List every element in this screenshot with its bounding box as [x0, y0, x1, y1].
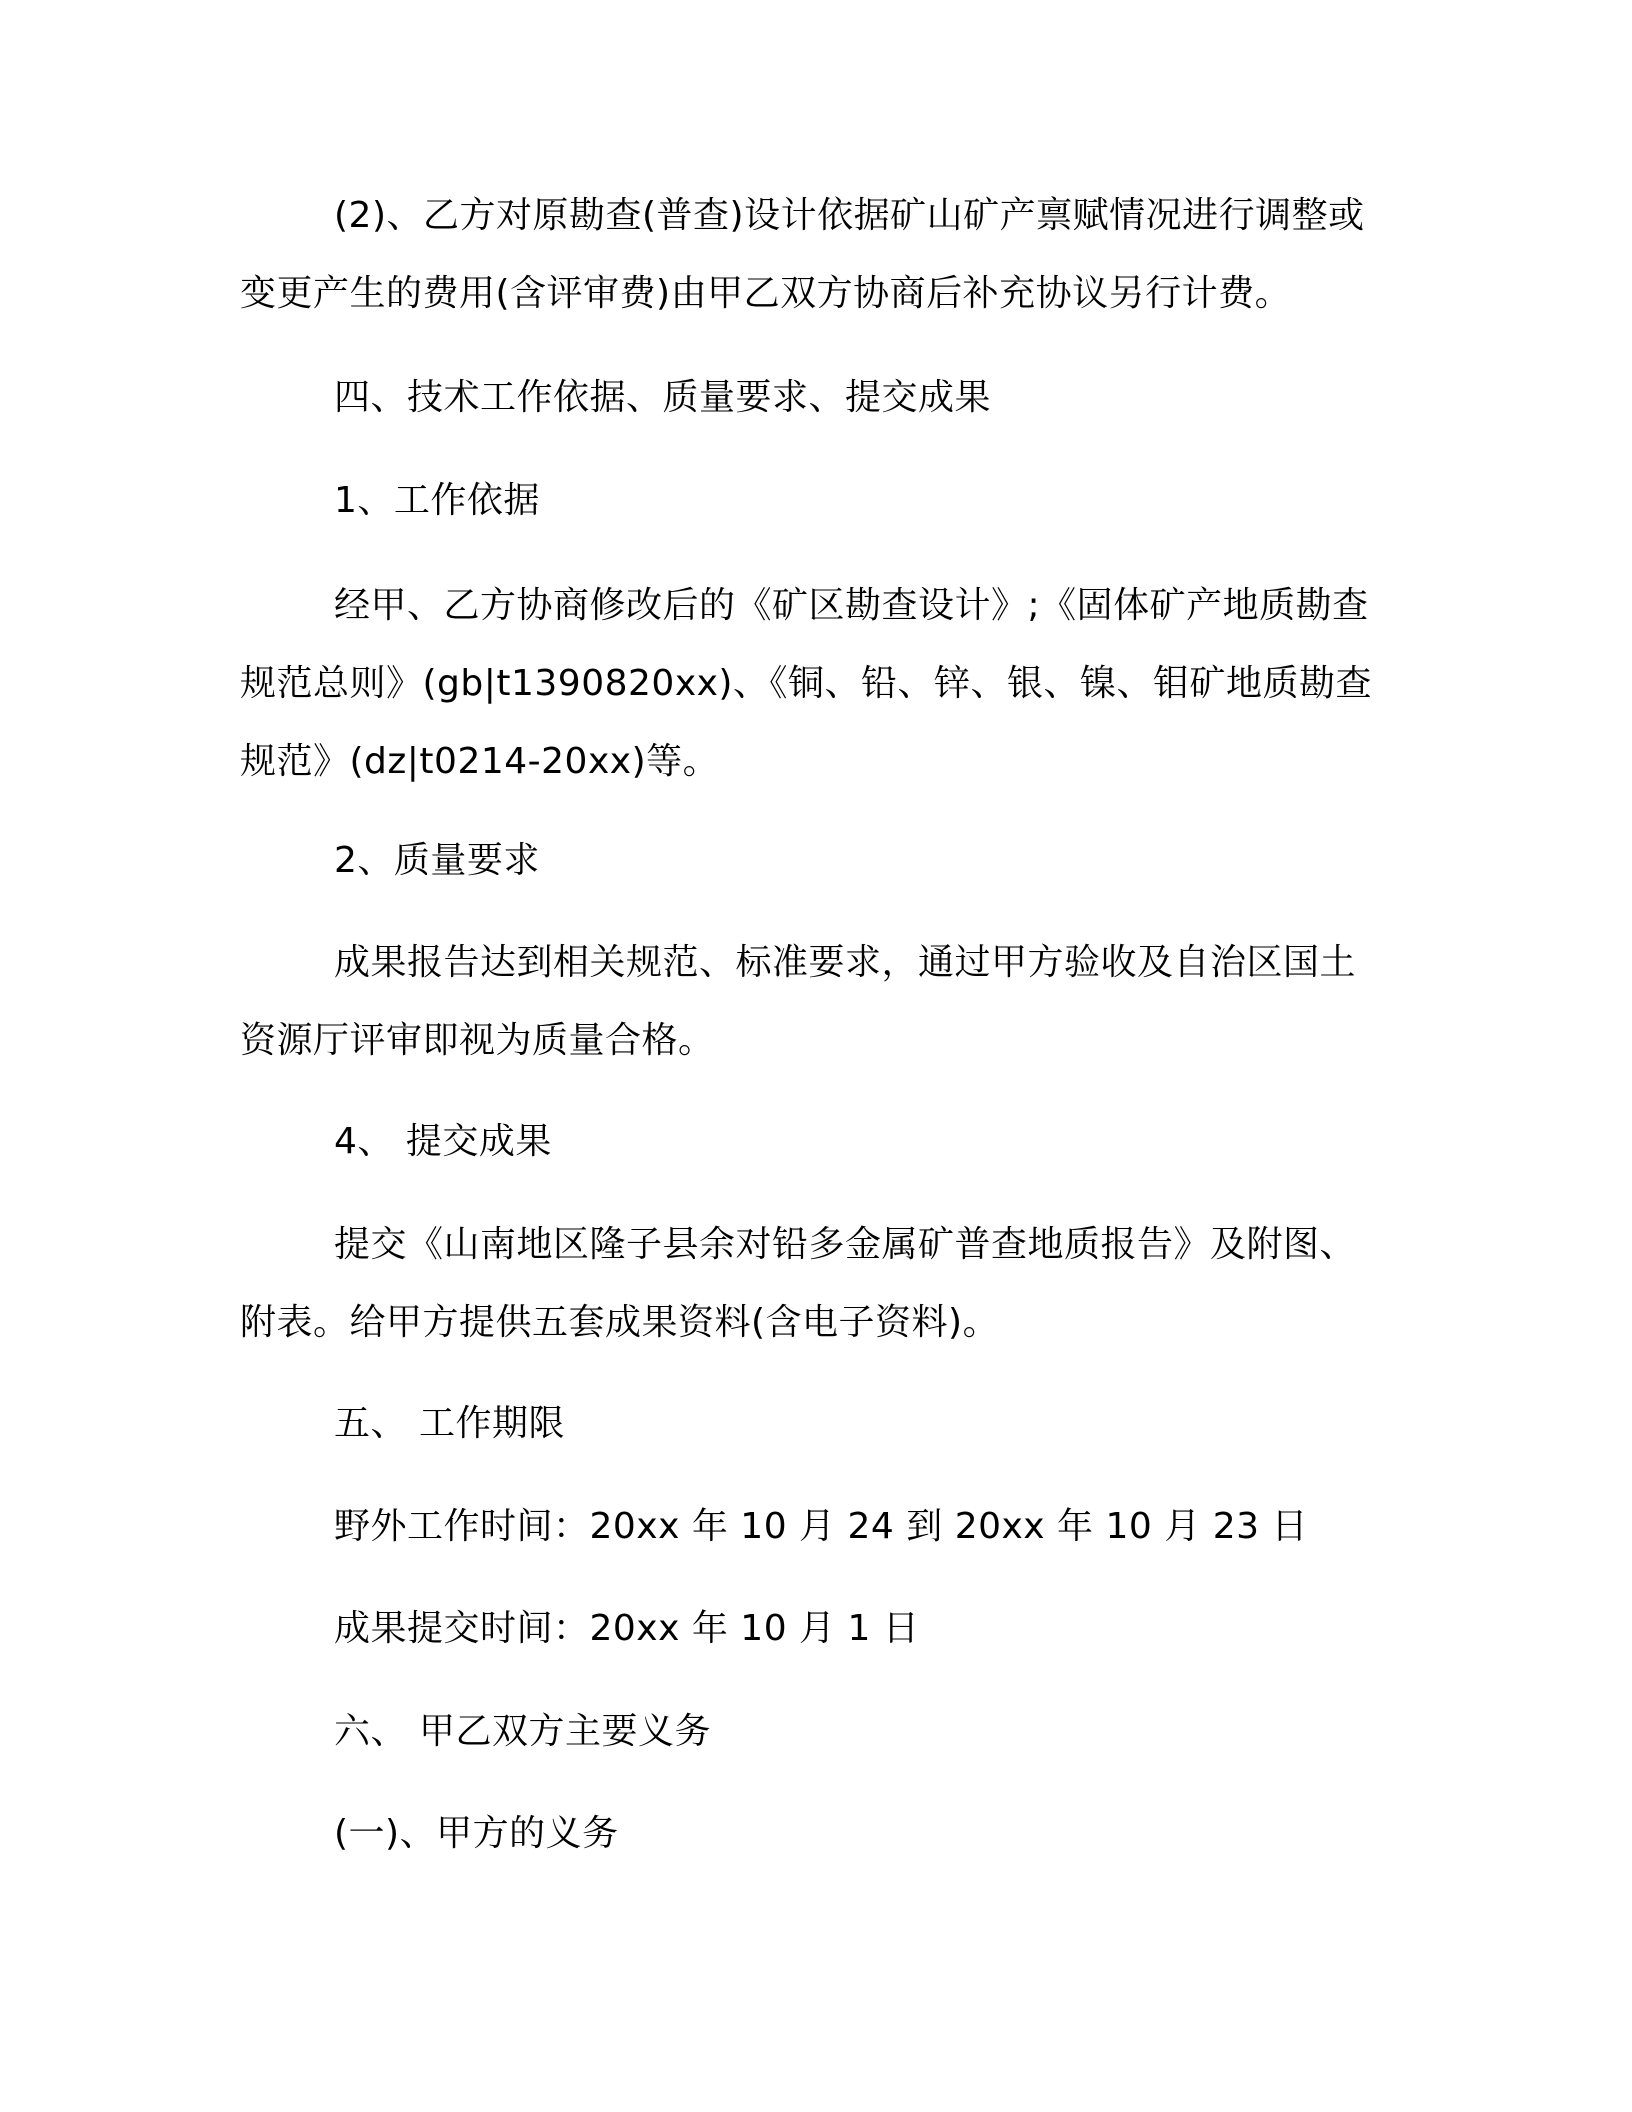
subheading-submit-results: 4、 提交成果 — [334, 1121, 552, 1162]
section-heading-obligations: 六、 甲乙双方主要义务 — [334, 1711, 711, 1752]
paragraph-field-work-time: 野外工作时间：20xx 年 10 月 24 到 20xx 年 10 月 23 日 — [334, 1506, 1308, 1547]
section-heading-technical-basis: 四、技术工作依据、质量要求、提交成果 — [334, 377, 992, 418]
subheading-quality-requirements: 2、质量要求 — [334, 840, 540, 881]
paragraph-cost-adjustment: (2)、乙方对原勘查(普查)设计依据矿山矿产禀赋情况进行调整或变更产生的费用(含评审费)由甲乙双方协商后补充协议另行计费。 — [240, 195, 1365, 314]
subheading-party-a-obligations: (一)、甲方的义务 — [334, 1813, 619, 1854]
paragraph-quality-requirements: 成果报告达到相关规范、标准要求，通过甲方验收及自治区国土资源厅评审即视为质量合格。 — [240, 942, 1357, 1061]
subheading-work-basis: 1、工作依据 — [334, 480, 540, 521]
paragraph-submit-results: 提交《山南地区隆子县余对铅多金属矿普查地质报告》及附图、附表。给甲方提供五套成果资料(含电子资料)。 — [240, 1224, 1357, 1343]
paragraph-results-submit-time: 成果提交时间：20xx 年 10 月 1 日 — [334, 1608, 920, 1649]
paragraph-work-basis: 经甲、乙方协商修改后的《矿区勘查设计》;《固体矿产地质勘查规范总则》(gb|t1390820xx)、《铜、铅、锌、银、镍、钼矿地质勘查规范》(dz|t0214-20xx)等。 — [240, 585, 1372, 782]
section-heading-work-period: 五、 工作期限 — [334, 1403, 565, 1444]
